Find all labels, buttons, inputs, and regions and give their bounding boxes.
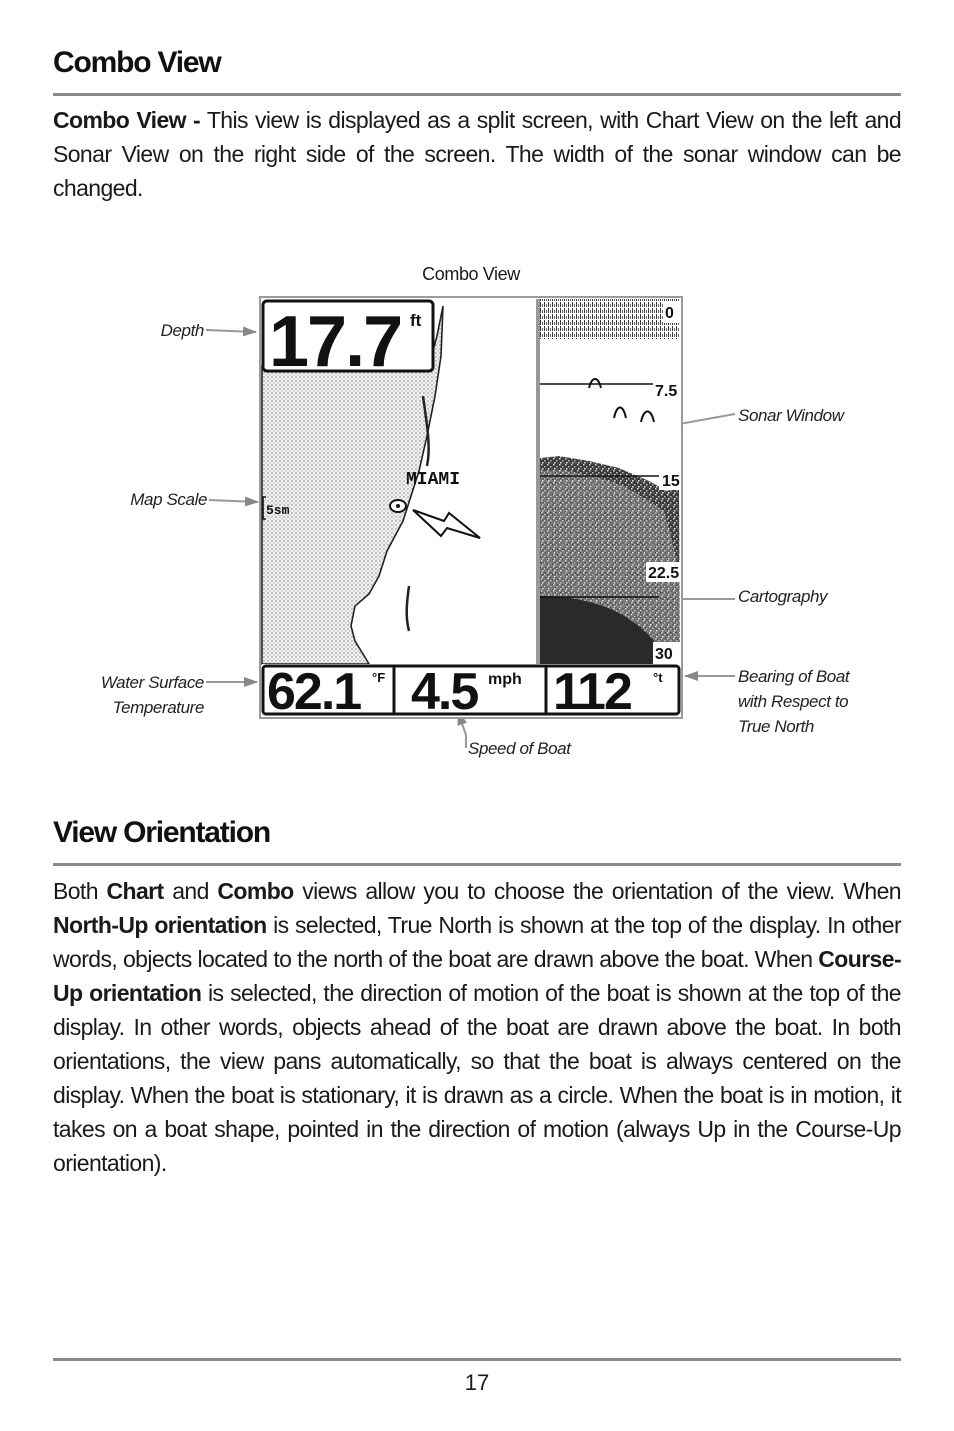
surface-clutter bbox=[540, 299, 680, 339]
bearing-value: 112 bbox=[553, 663, 631, 719]
text-run: views allow you to choose the orientation of the view. When bbox=[293, 878, 901, 904]
figure-title: Combo View bbox=[422, 264, 520, 284]
heading-rule-2 bbox=[53, 863, 901, 866]
view-orientation-paragraph bbox=[53, 874, 901, 1180]
bottom-readouts bbox=[262, 663, 680, 719]
callout-cartography: Cartography bbox=[738, 587, 828, 606]
speed-unit: mph bbox=[488, 671, 522, 688]
depth-mark-15: 15 bbox=[662, 473, 680, 490]
depth-readout bbox=[263, 301, 433, 382]
text-run: is selected, the direction of motion of the boat is shown at the top of the display. In other words, objects ahead of the boat are drawn above the boat. In both orientations, the view pans automatically, so that the boat is always centered on the display. When the boat is stationary, it is drawn as a circle. When the boat is in motion, it takes on a boat shape, pointed in the direction of motion (always Up in the Course-Up orientation). bbox=[53, 980, 901, 1176]
bearing-unit: °t bbox=[653, 670, 663, 685]
section-heading-combo-view: Combo View bbox=[53, 46, 221, 79]
term-chart: Chart bbox=[106, 878, 164, 904]
text-run: Both bbox=[53, 878, 107, 904]
depth-mark-30: 30 bbox=[655, 646, 673, 663]
city-label: MIAMI bbox=[406, 470, 461, 490]
page-number: 17 bbox=[464, 1370, 490, 1395]
map-scale-label: 5sm bbox=[266, 503, 290, 518]
combo-view-screen bbox=[259, 296, 683, 719]
term-north-up: North-Up orientation bbox=[53, 912, 267, 938]
text-run: and bbox=[163, 878, 218, 904]
callout-bearing-line2: with Respect to bbox=[738, 692, 849, 711]
paragraph-text: This view is displayed as a split screen, with Chart View on the left and Sonar View on the right side of the screen. The width of the sonar window can be changed. bbox=[53, 107, 902, 201]
term-course-up: Course-Up orientation bbox=[53, 946, 901, 1006]
depth-mark-0: 0 bbox=[665, 305, 674, 322]
water-temp-unit: °F bbox=[372, 670, 386, 685]
section-heading-view-orientation: View Orientation bbox=[53, 816, 270, 849]
term-combo: Combo bbox=[217, 878, 294, 904]
callout-bearing-line3: True North bbox=[738, 717, 814, 736]
text-run: is selected, True North is shown at the top of the display. In other words, objects located to the north of the boat are drawn above the boat. When bbox=[53, 912, 901, 972]
depth-unit: ft bbox=[410, 311, 422, 330]
depth-mark-7-5: 7.5 bbox=[655, 383, 678, 400]
pane-divider bbox=[536, 299, 540, 665]
callout-water-temp-line1: Water Surface bbox=[100, 673, 204, 692]
speed-value: 4.5 bbox=[411, 663, 478, 719]
water-temp-value: 62.1 bbox=[267, 663, 361, 719]
callout-depth: Depth bbox=[160, 321, 204, 340]
lead-term: Combo View - bbox=[53, 107, 201, 133]
callout-sonar-window: Sonar Window bbox=[738, 406, 844, 425]
arrow-depth bbox=[206, 330, 256, 332]
depth-mark-22-5: 22.5 bbox=[648, 565, 680, 582]
callout-speed: Speed of Boat bbox=[468, 739, 571, 758]
callout-map-scale: Map Scale bbox=[130, 490, 207, 509]
callout-water-temp-line2: Temperature bbox=[112, 698, 204, 717]
footer-rule bbox=[53, 1358, 901, 1361]
depth-value: 17.7 bbox=[269, 302, 402, 382]
callout-bearing-line1: Bearing of Boat bbox=[738, 667, 850, 686]
arrow-map-scale bbox=[209, 500, 258, 502]
